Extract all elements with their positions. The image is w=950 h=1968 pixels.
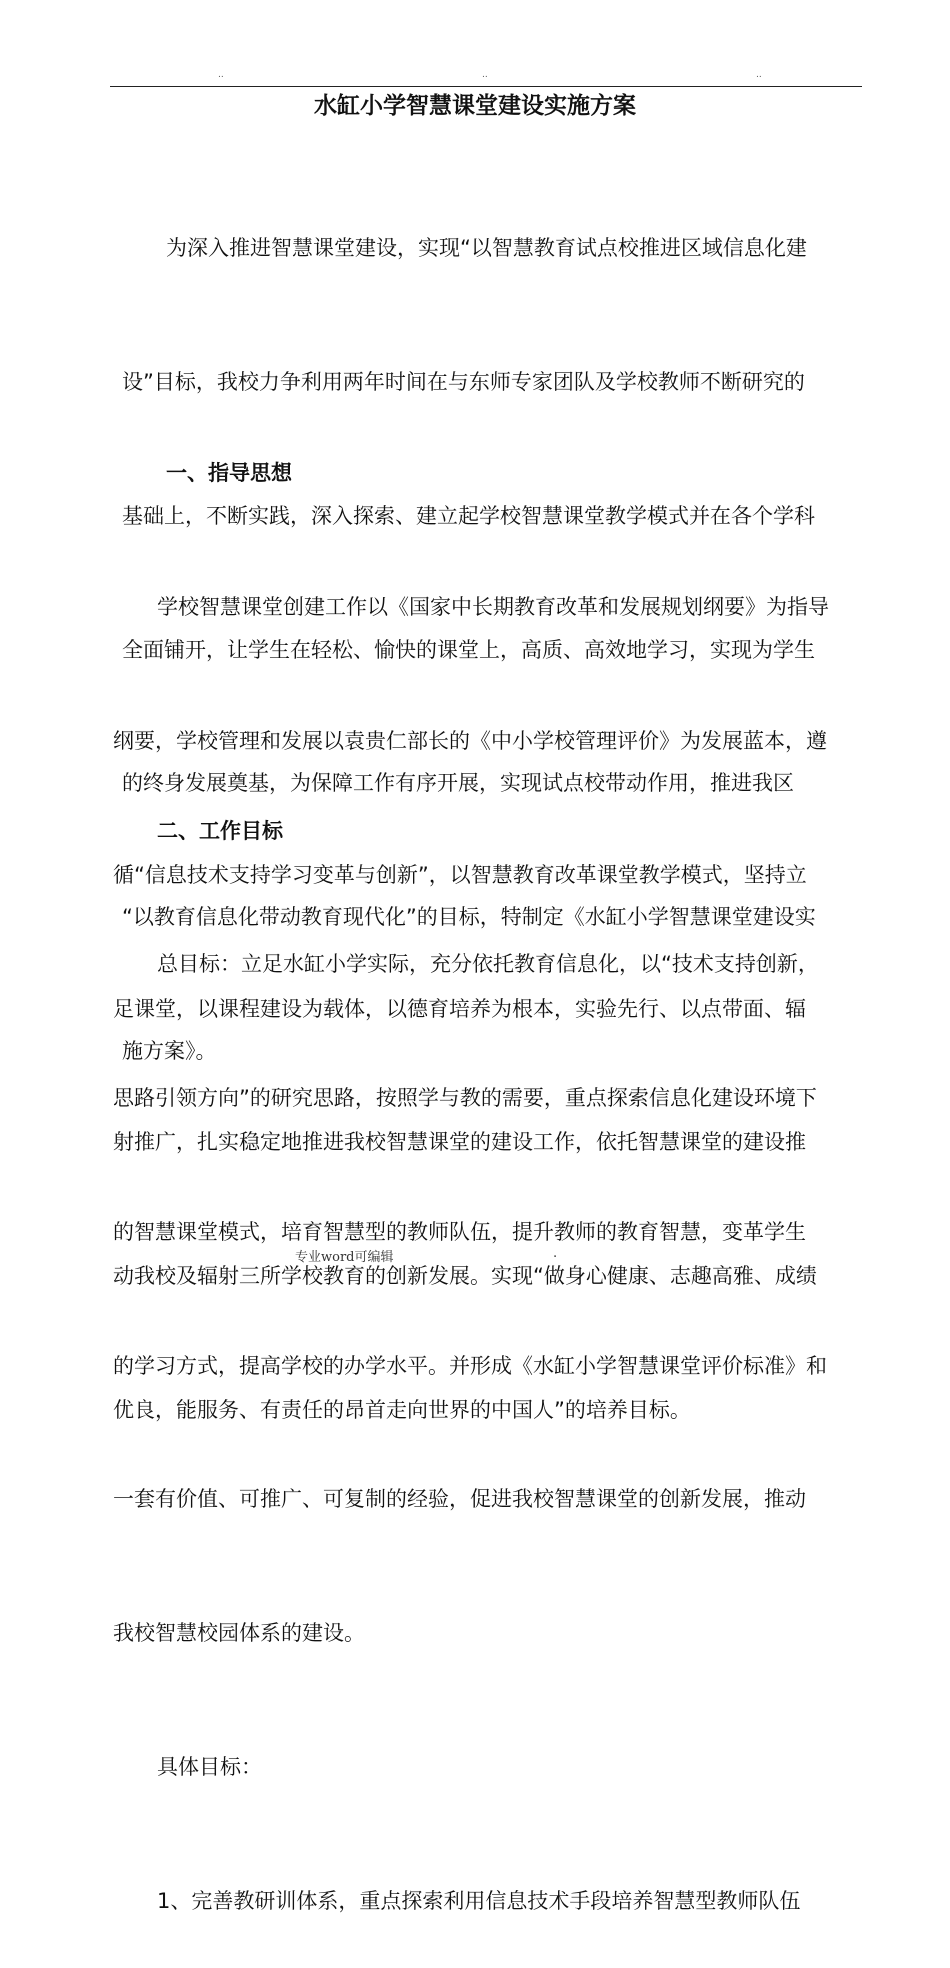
section1-line: 优良，能服务、有责任的昂首走向世界的中国人”的培养目标。 <box>113 1397 691 1422</box>
header-rule <box>110 86 862 87</box>
section1-line: 足课堂，以课程建设为载体，以德育培养为根本，实验先行、以点带面、辐 <box>113 996 806 1021</box>
section1-line: 射推广，扎实稳定地推进我校智慧课堂的建设工作，依托智慧课堂的建设推 <box>113 1130 806 1155</box>
intro-line: 的终身发展奠基，为保障工作有序开展，实现试点校带动作用，推进我区 <box>122 771 794 796</box>
section2-line: 总目标：立足水缸小学实际，充分依托教育信息化，以“技术支持创新， <box>157 952 819 977</box>
intro-line: 全面铺开，让学生在轻松、愉快的课堂上，高质、高效地学习，实现为学生 <box>122 637 815 662</box>
header-mark-center: .. <box>482 70 488 80</box>
header-mark-left: .. <box>218 70 224 80</box>
section2-line: 的智慧课堂模式，培育智慧型的教师队伍，提升教师的教育智慧，变革学生 <box>113 1219 806 1244</box>
section-heading-guiding-ideology: 一、指导思想 <box>166 461 292 485</box>
section2-line: 思路引领方向”的研究思路，按照学与教的需要，重点探索信息化建设环境下 <box>113 1085 817 1110</box>
section2-line: 我校智慧校园体系的建设。 <box>113 1621 365 1646</box>
section-heading-work-goals: 二、工作目标 <box>157 819 283 843</box>
document-title: 水缸小学智慧课堂建设实施方案 <box>314 93 636 119</box>
footer-dot: . <box>553 1246 558 1261</box>
specific-goals-label: 具体目标： <box>157 1754 262 1779</box>
header-mark-right: .. <box>756 70 762 80</box>
intro-line: 施方案》。 <box>122 1038 217 1063</box>
intro-line: 为深入推进智慧课堂建设，实现“以智慧教育试点校推进区域信息化建 <box>166 236 807 261</box>
footer-label: 专业word可编辑 <box>295 1250 394 1265</box>
section2-paragraph <box>113 853 827 1968</box>
section1-line: 学校智慧课堂创建工作以《国家中长期教育改革和发展规划纲要》为指导 <box>157 595 829 620</box>
section1-line: 纲要，学校管理和发展以袁贵仁部长的《中小学校管理评价》为发展蓝本，遵 <box>113 728 827 753</box>
intro-line: “以教育信息化带动教育现代化”的目标，特制定《水缸小学智慧课堂建设实 <box>122 905 816 930</box>
section2-line: 的学习方式，提高学校的办学水平。并形成《水缸小学智慧课堂评价标准》和 <box>113 1353 827 1378</box>
goal-item-1: 1、完善教研训体系，重点探索利用信息技术手段培养智慧型教师队伍 <box>157 1888 801 1913</box>
intro-line: 设”目标，我校力争利用两年时间在与东师专家团队及学校教师不断研究的 <box>122 369 805 394</box>
section2-line: 一套有价值、可推广、可复制的经验，促进我校智慧课堂的创新发展，推动 <box>113 1487 806 1512</box>
section1-line: 动我校及辐射三所学校教育的创新发展。实现“做身心健康、志趣高雅、成绩 <box>113 1264 817 1289</box>
intro-line: 基础上，不断实践，深入探索、建立起学校智慧课堂教学模式并在各个学科 <box>122 503 815 528</box>
section1-line: 循“信息技术支持学习变革与创新”，以智慧教育改革课堂教学模式，坚持立 <box>113 862 807 887</box>
